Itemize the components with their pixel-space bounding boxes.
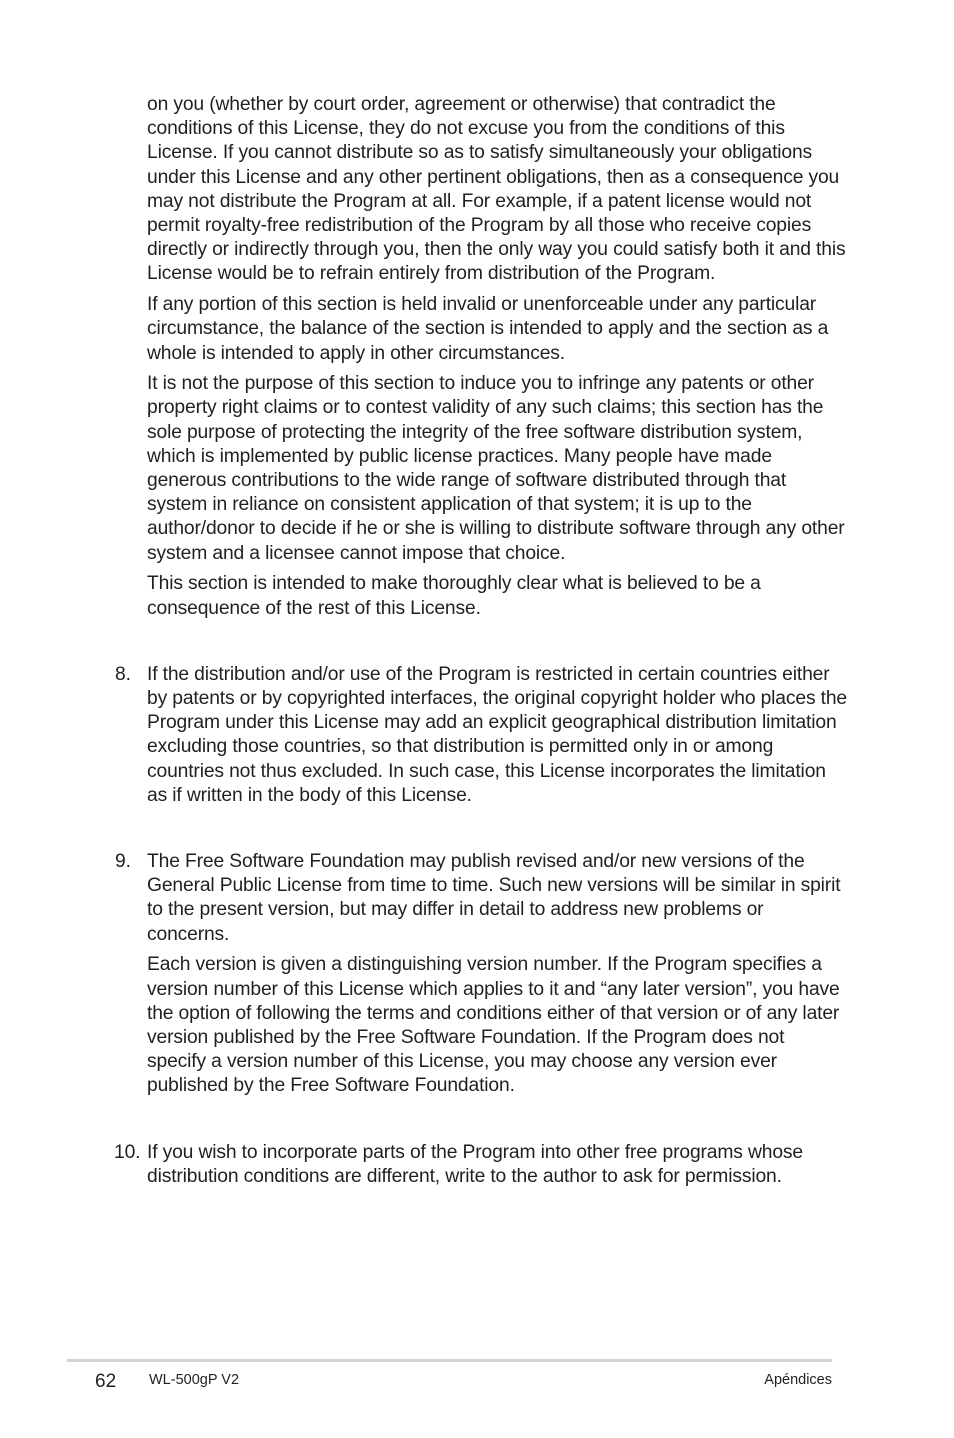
list-item-8: [115, 663, 847, 808]
footer-model-name: WL-500gP V2: [149, 1372, 240, 1388]
list-item-paragraph: If you wish to incorporate parts of the Program into other free programs whose distribution conditions are different, write to the author to ask for permission.: [147, 1141, 803, 1187]
list-item-number: 10.: [114, 1141, 141, 1163]
list-item-number: 9.: [115, 850, 131, 872]
intro-paragraph: on you (whether by court order, agreement or otherwise) that contradict the conditions of this License, they do not excuse you from the conditions of this License. If you cannot distribute so as to satisfy simultaneously your obligations under this License and any other pertinent obligations, then as a consequence you may not distribute the Program at all. For example, if a patent license would not permit royalty-free redistribution of the Program by all those who receive copies directly or indirectly through you, then the only way you could satisfy both it and this License would be to refrain entirely from distribution of the Program.: [147, 94, 846, 285]
list-item-9: [115, 850, 847, 1099]
intro-paragraph: It is not the purpose of this section to induce you to infringe any patents or other property right claims or to contest validity of any such claims; this section has the sole purpose of protecting the integrity of the free software distribution system, which is implemented by public license practices. Many people have made generous contributions to the wide range of software distributed through that system in reliance on consistent application of that system; it is up to the author/donor to decide if he or she is willing to distribute software through any other system and a licensee cannot impose that choice.: [147, 373, 845, 564]
list-item-paragraph: The Free Software Foundation may publish revised and/or new versions of the General Public License from time to time. Such new versions will be similar in spirit to the present version, but may differ in detail to address new problems or concerns.: [147, 850, 841, 945]
intro-paragraph: This section is intended to make thoroughly clear what is believed to be a consequence of the rest of this License.: [147, 573, 761, 619]
footer-divider: [67, 1359, 832, 1362]
intro-paragraph: If any portion of this section is held invalid or unenforceable under any particular circumstance, the balance of the section is intended to apply and the section as a whole is intended to apply in other circumstances.: [147, 294, 829, 364]
list-item-paragraph: Each version is given a distinguishing version number. If the Program specifies a version number of this License which applies to it and “any later version”, you have the option of following the terms and conditions either of that version or of any later version published by the Free Software Foundation. If the Program does not specify a version number of this License, you may choose any version ever published by the Free Software Foundation.: [147, 954, 840, 1097]
list-item-10: [114, 1141, 847, 1189]
page-number: 62: [95, 1371, 117, 1392]
list-item-number: 8.: [115, 663, 131, 685]
footer-section-title: Apéndices: [764, 1372, 832, 1388]
license-text-body: [114, 93, 847, 1195]
list-item-paragraph: If the distribution and/or use of the Program is restricted in certain countries either by patents or by copyrighted interfaces, the original copyright holder who places the Program under this License may add an explicit geographical distribution limitation excluding those countries, so that distribution is permitted only in or among countries not thus excluded. In such case, this License incorporates the limitation as if written in the body of this License.: [147, 663, 847, 806]
